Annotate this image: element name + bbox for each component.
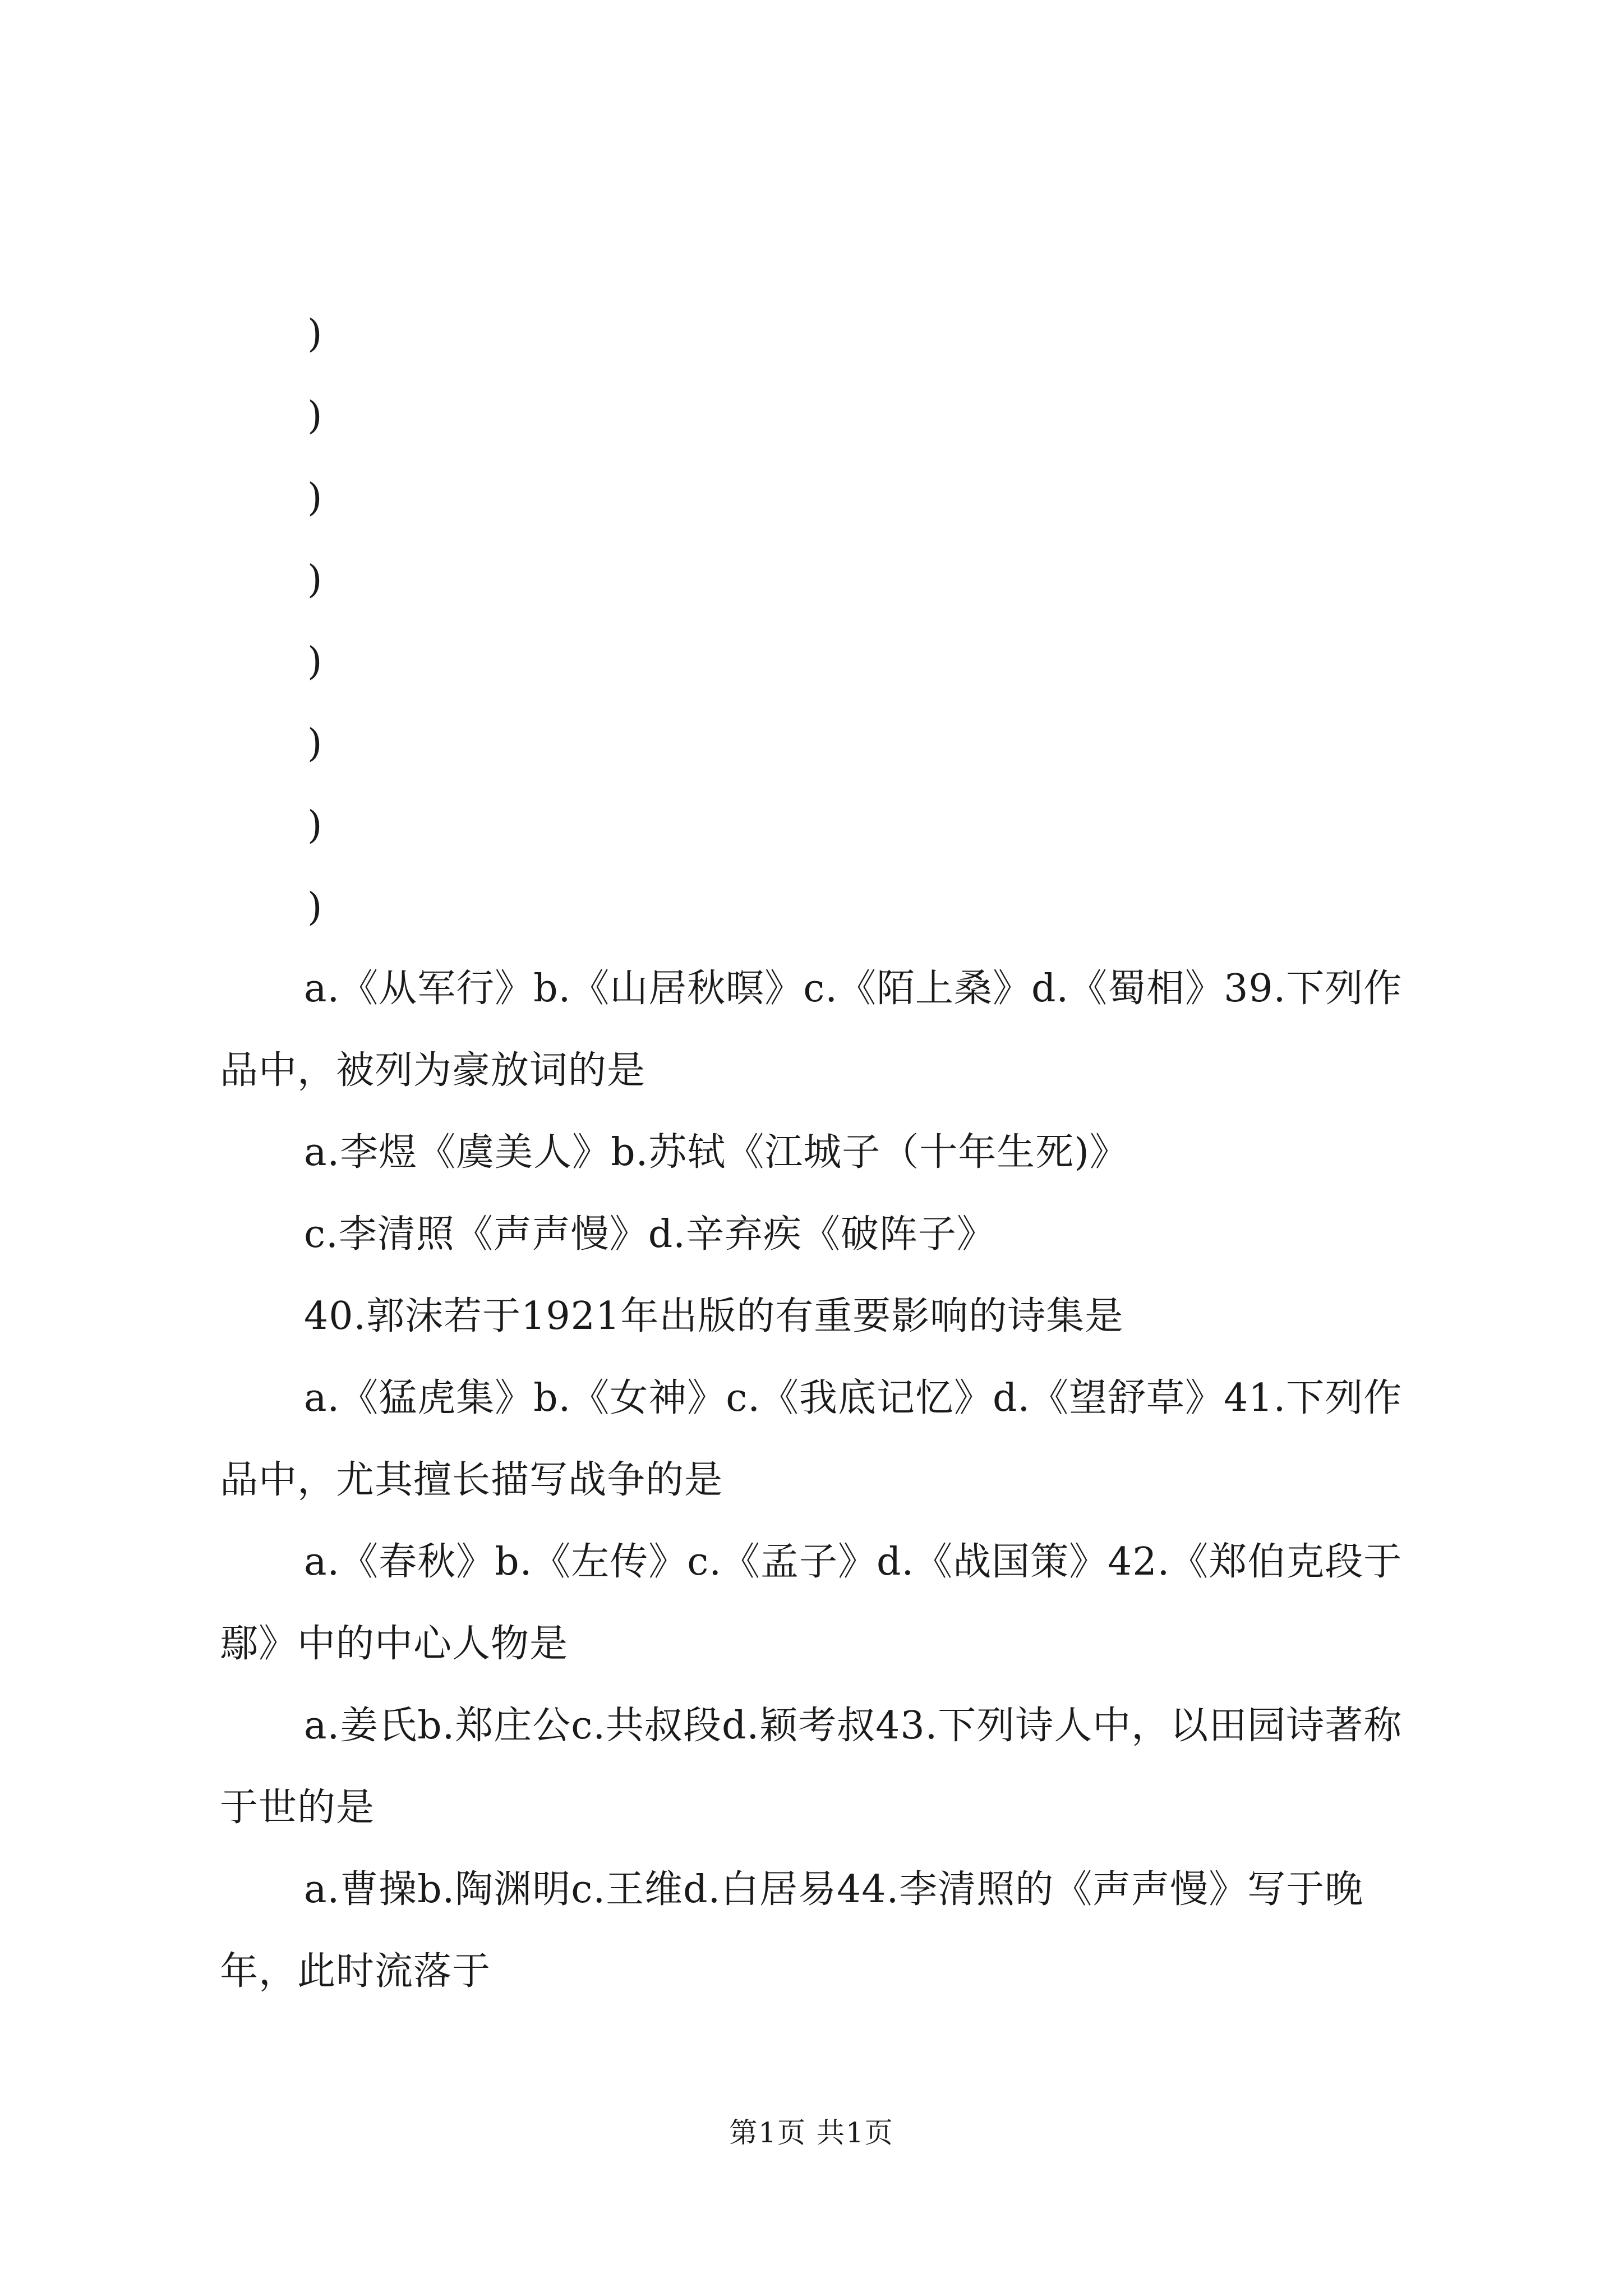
answer-blank-8: ) <box>307 885 322 930</box>
question-paragraph-40-41: a.《猛虎集》b.《女神》c.《我底记忆》d.《望舒草》41.下列作品中，尤其擅长描写战争的是 <box>220 1376 1403 1502</box>
question-paragraph-41-42: a.《春秋》b.《左传》c.《孟子》d.《战国策》42.《郑伯克段于鄢》中的中心人物是 <box>220 1540 1403 1666</box>
question-paragraph-38-39: a.《从军行》b.《山居秋暝》c.《陌上桑》d.《蜀相》39.下列作品中，被列为豪放词的是 <box>220 967 1403 1093</box>
question-39-options-cd: c.李清照《声声慢》d.辛弃疾《破阵子》 <box>304 1212 995 1257</box>
question-paragraph-42-43: a.姜氏b.郑庄公c.共叔段d.颖考叔43.下列诗人中，以田园诗著称于世的是 <box>220 1704 1403 1830</box>
answer-blank-5: ) <box>307 639 322 684</box>
answer-blank-4: ) <box>307 558 322 602</box>
question-39-options-ab: a.李煜《虞美人》b.苏轼《江城子（十年生死)》 <box>304 1130 1128 1175</box>
answer-blank-3: ) <box>307 476 322 520</box>
question-40-stem: 40.郭沫若于1921年出版的有重要影响的诗集是 <box>304 1294 1124 1338</box>
answer-blank-7: ) <box>307 803 322 848</box>
page-footer: 第1页 共1页 <box>729 2116 894 2149</box>
answer-blank-1: ) <box>307 312 322 356</box>
answer-blank-2: ) <box>307 394 322 438</box>
answer-blank-6: ) <box>307 721 322 766</box>
question-paragraph-43-44: a.曹操b.陶渊明c.王维d.白居易44.李清照的《声声慢》写于晚年，此时流落于 <box>220 1867 1364 1994</box>
